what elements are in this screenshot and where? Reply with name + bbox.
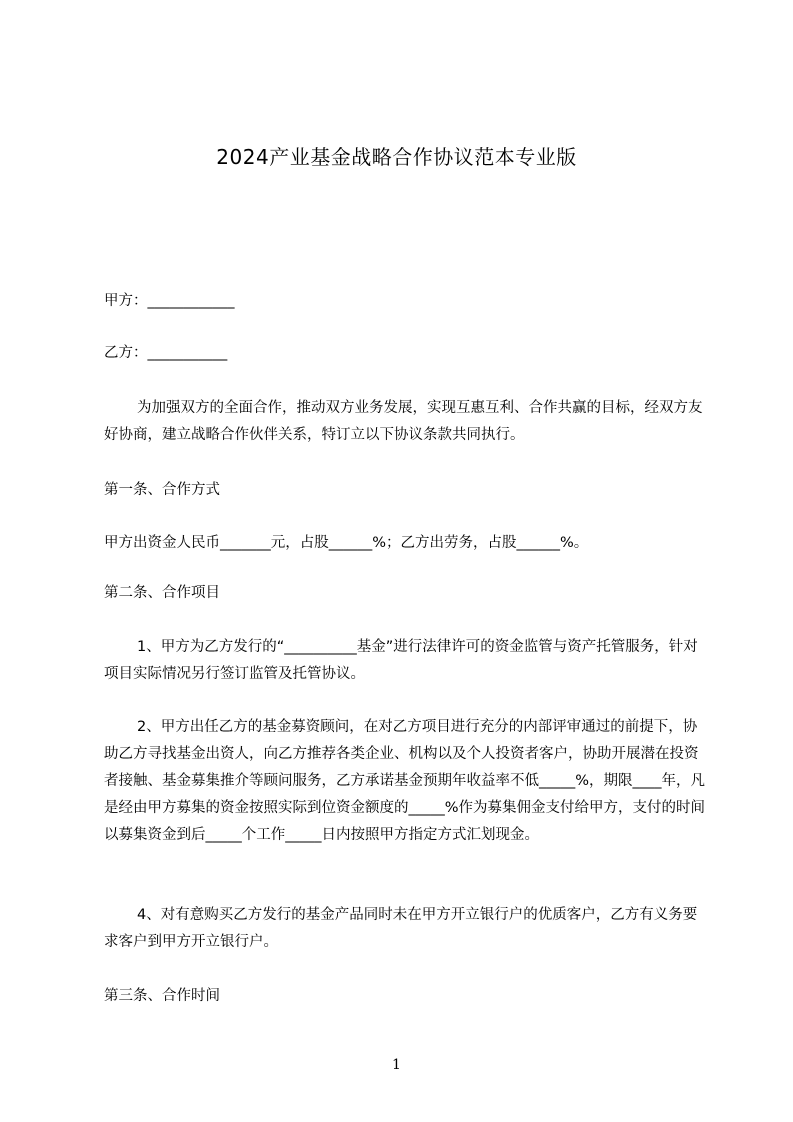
intro-paragraph: 为加强双方的全面合作，推动双方业务发展，实现互惠互利、合作共赢的目标，经双方友好协商，建立战略合作伙伴关系，特订立以下协议条款共同执行。	[104, 400, 703, 443]
party-a-line: 甲方：____________	[104, 293, 235, 309]
article-3-heading: 第三条、合作时间	[104, 988, 220, 1004]
page-number: 1	[392, 1057, 401, 1073]
party-b-line: 乙方：___________	[104, 345, 228, 361]
article-2-item-4: 4、对有意购买乙方发行的基金产品同时未在甲方开立银行户的优质客户，乙方有义务要求客户到甲方开立银行户。	[104, 907, 698, 950]
article-2-item-2: 2、甲方出任乙方的基金募资顾问，在对乙方项目进行充分的内部评审通过的前提下，协助乙方寻找基金出资人，向乙方推荐各类企业、机构以及个人投资者客户，协助开展潜在投资者接触、基金募集推介等顾问服务，乙方承诺基金预期年收益率不低_____%，期限____年，凡是经由甲方募集的资金按照实际到位资金额度的_____%作为募集佣金支付给甲方，支付的时间以募集资金到后_____个工作_____日内按照甲方指定方式汇划现金。	[104, 719, 706, 843]
article-2-heading: 第二条、合作项目	[104, 585, 220, 601]
article-2-item-1: 1、甲方为乙方发行的“__________基金”进行法律许可的资金监管与资产托管服务，针对项目实际情况另行签订监管及托管协议。	[104, 639, 698, 682]
article-1-text: 甲方出资金人民币_______元，占股______%；乙方出劳务，占股______%。	[104, 535, 589, 551]
article-1-heading: 第一条、合作方式	[104, 482, 220, 498]
document-title: 2024产业基金战略合作协议范本专业版	[216, 145, 577, 169]
